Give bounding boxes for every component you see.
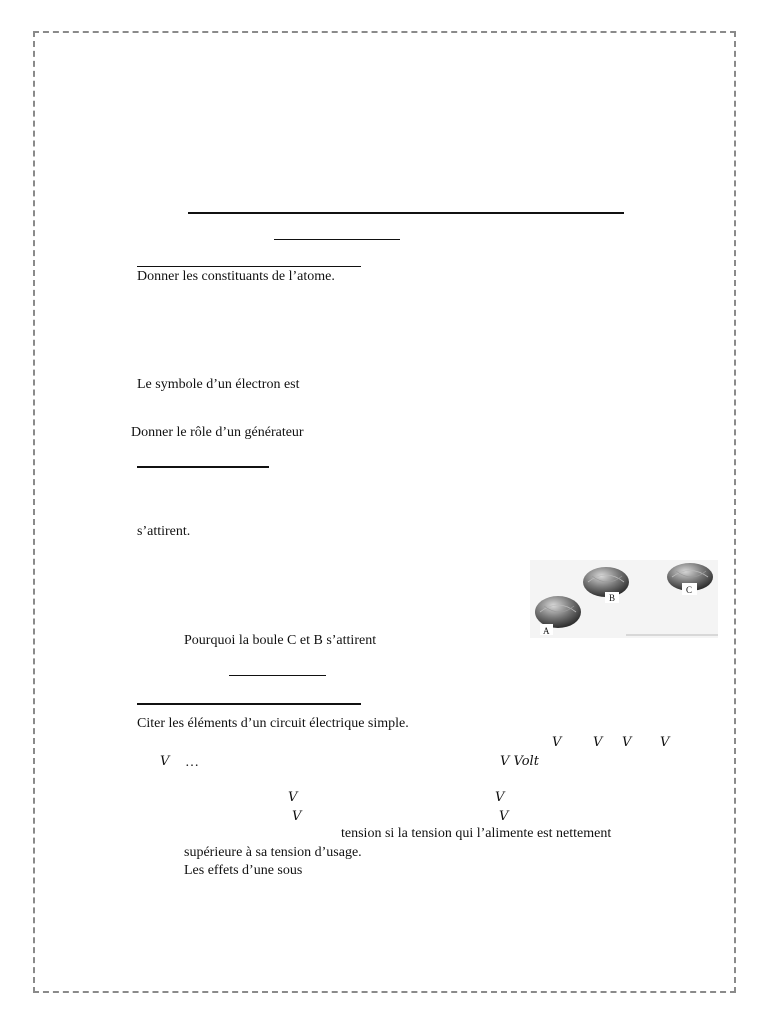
question-role: Donner le rôle d’un générateur — [131, 425, 304, 440]
question-symbole: Le symbole d’un électron est — [137, 377, 300, 392]
section-underline-4 — [137, 703, 361, 705]
section-underline-3 — [229, 675, 326, 676]
math-v: V — [622, 735, 632, 750]
text-surtension-2: supérieure à sa tension d’usage. — [184, 845, 362, 860]
text-attirent: s’attirent. — [137, 524, 191, 539]
question-citer: Citer les éléments d’un circuit électrique simple. — [137, 716, 409, 731]
subtitle-underline — [274, 239, 400, 240]
math-v: V — [160, 754, 170, 769]
ball-label-b: B — [609, 593, 616, 603]
math-v: V — [552, 735, 562, 750]
math-v: V — [288, 790, 298, 805]
title-underline — [188, 212, 624, 214]
ball-a — [535, 596, 581, 628]
text-effets: Les effets d’une sous — [184, 863, 303, 878]
ellipsis: … — [185, 755, 199, 770]
ball-label-a: A — [543, 626, 550, 636]
ball-label-c: C — [686, 585, 693, 595]
text-surtension-1: tension si la tension qui l’alimente est nettement — [341, 826, 612, 841]
section-underline-2 — [137, 466, 269, 468]
charged-balls-figure — [530, 560, 718, 638]
math-v: V — [499, 809, 509, 824]
question-constituants: Donner les constituants de l’atome. — [137, 269, 335, 284]
math-volt: V Volt — [500, 754, 539, 769]
page-border — [33, 31, 736, 993]
math-v: V — [660, 735, 670, 750]
math-v: V — [292, 809, 302, 824]
section-underline-1 — [137, 266, 361, 267]
question-pourquoi: Pourquoi la boule C et B s’attirent — [184, 633, 377, 648]
math-v: V — [593, 735, 603, 750]
math-v: V — [495, 790, 505, 805]
